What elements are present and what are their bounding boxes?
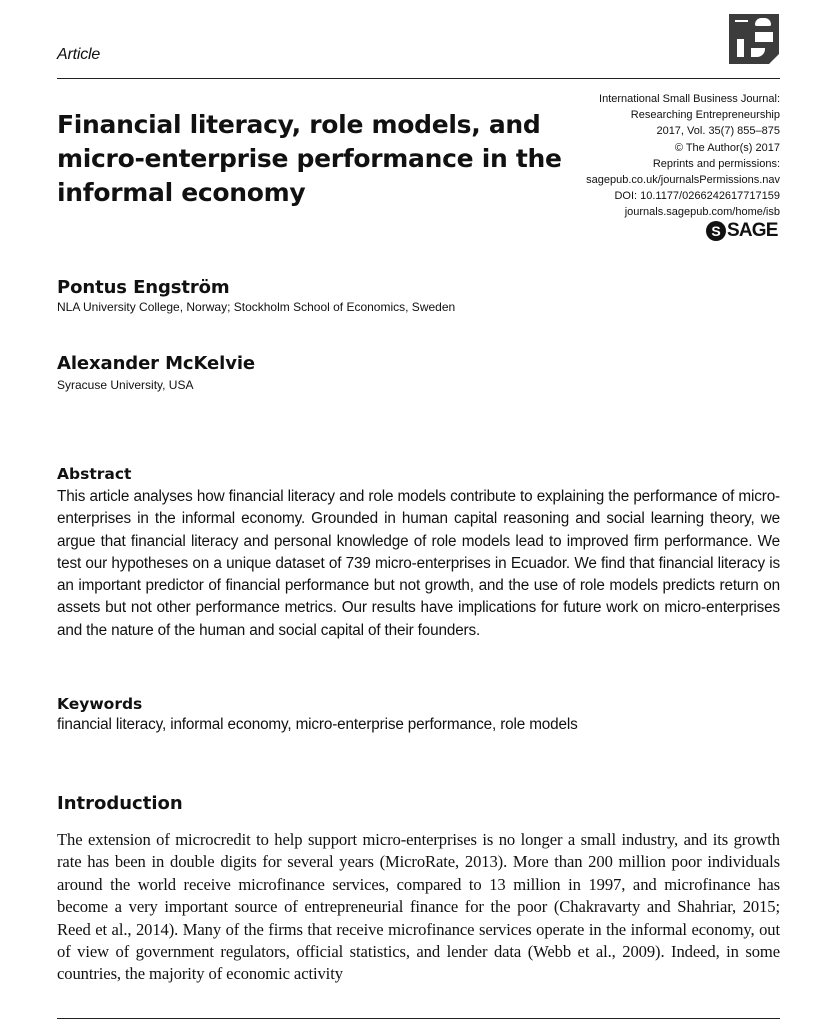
reprints-line: Reprints and permissions:	[652, 157, 780, 170]
header-rule	[57, 78, 780, 79]
abstract-heading: Abstract	[57, 465, 132, 483]
journal-name-line: International Small Business Journal:	[599, 93, 780, 105]
sage-mark-icon: S	[706, 221, 726, 241]
permissions-link[interactable]: sagepub.co.uk/journalsPermissions.nav	[586, 174, 780, 187]
author-affiliation: Syracuse University, USA	[57, 378, 194, 392]
journal-home-link[interactable]: journals.sagepub.com/home/isb	[624, 206, 780, 219]
author-name: Pontus Engström	[57, 277, 230, 298]
doi-link[interactable]: DOI: 10.1177/0266242617717159	[614, 190, 780, 203]
keywords-text: financial literacy, informal economy, micro-enterprise performance, role models	[57, 716, 578, 733]
copyright-line: © The Author(s) 2017	[674, 141, 780, 154]
journal-meta	[480, 91, 780, 221]
sage-wordmark: SAGE	[727, 220, 778, 241]
footer-rule	[57, 1018, 780, 1019]
keywords-heading: Keywords	[57, 695, 143, 713]
journal-volume-line: 2017, Vol. 35(7) 855–875	[656, 125, 780, 138]
sage-logo	[706, 219, 778, 243]
journal-subtitle-line: Researching Entrepreneurship	[630, 109, 780, 122]
introduction-heading: Introduction	[57, 793, 183, 814]
section-label: Article	[57, 46, 101, 63]
article-title: Financial literacy, role models, and micro-enterprise performance in the informal economy	[57, 110, 562, 207]
author-name: Alexander McKelvie	[57, 353, 256, 374]
abstract-text: This article analyses how financial literacy and role models contribute to explaining the performance of micro-enterprises in the informal economy. Grounded in human capital reasoning and social learning theory, we argue that financial literacy and personal knowledge of role models lead to improved firm performance. We test our hypotheses on a unique dataset of 739 micro-enterprises in Ecuador. We find that financial literacy is an important predictor of financial performance but not growth, and the use of role models predicts return on assets but not other performance metrics. Our results have implications for future work on micro-enterprises and the nature of the human and social capital of their founders.	[57, 488, 780, 639]
author-affiliation: NLA University College, Norway; Stockholm School of Economics, Sweden	[57, 300, 456, 314]
isbj-logo-icon	[729, 14, 779, 64]
introduction-text: The extension of microcredit to help support micro-enterprises is no longer a small industry, and its growth rate has been in double digits for several years (MicroRate, 2013). More than 200 million poor individuals around the world receive microfinance services, compared to 13 million in 1997, and microfinance has become a very important source of entrepreneurial finance for the poor (Chakravarty and Shahriar, 2015; Reed et al., 2014). Many of the firms that receive microfinance services operate in the informal economy, out of view of government regulators, official statistics, and lender data (Webb et al., 2009). Indeed, in some countries, the majority of economic activity	[57, 830, 780, 984]
